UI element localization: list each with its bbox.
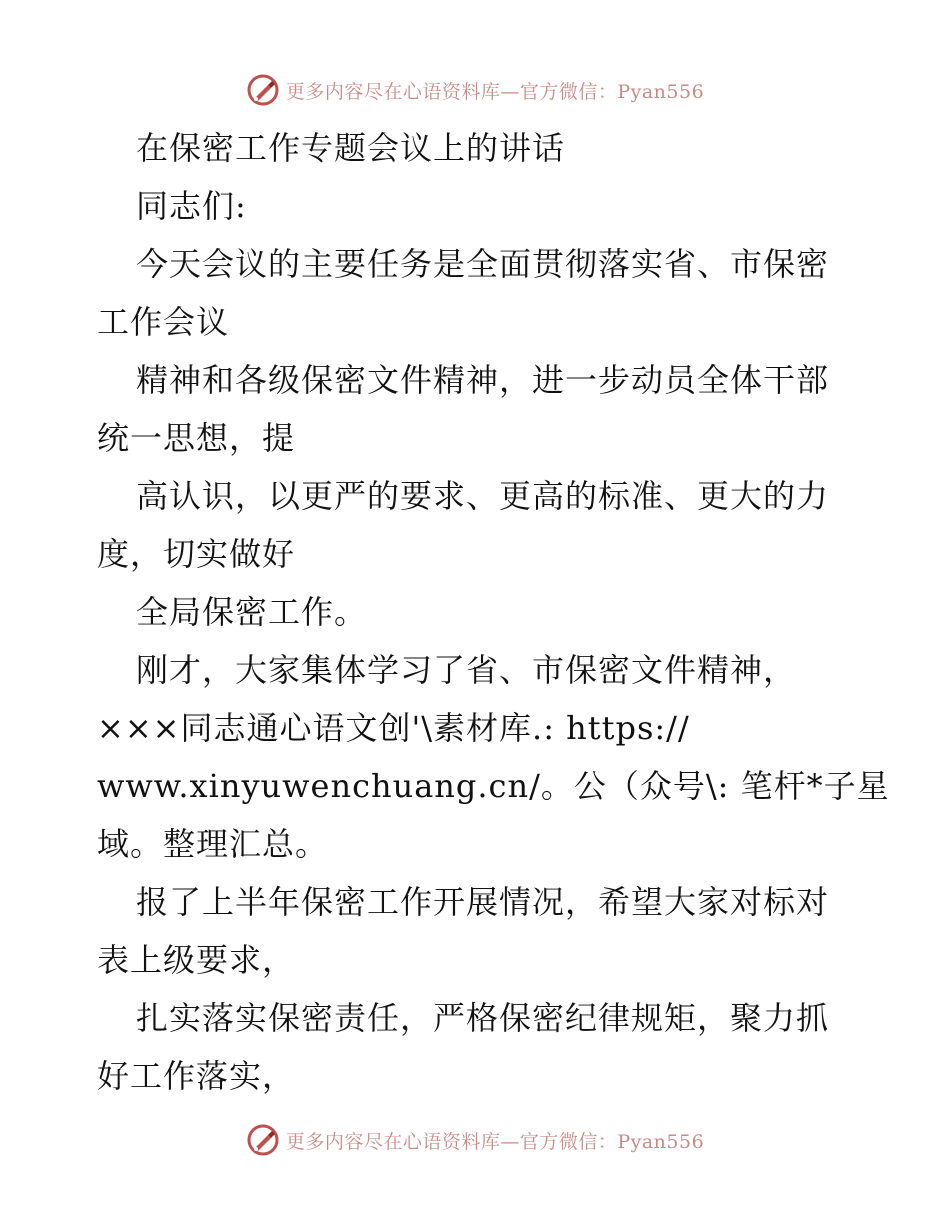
header-banner xyxy=(0,70,950,110)
paragraph-line: 刚才，大家集体学习了省、市保密文件精神， xyxy=(136,651,797,689)
paragraph-line: 今天会议的主要任务是全面贯彻落实省、市保密 xyxy=(136,245,830,283)
header-banner-text: 更多内容尽在心语资料库—官方微信：Pyan556 xyxy=(285,80,705,103)
footer-banner-text: 更多内容尽在心语资料库—官方微信：Pyan556 xyxy=(285,1130,705,1153)
paragraph-line: 精神和各级保密文件精神，进一步动员全体干部 xyxy=(136,361,830,399)
paragraph-line: 报了上半年保密工作开展情况，希望大家对标对 xyxy=(136,883,830,921)
paragraph-line: ×××同志通心语文创'\素材库.: https:// xyxy=(97,709,690,747)
document-title: 在保密工作专题会议上的讲话 xyxy=(136,129,566,167)
paragraph-line: 好工作落实， xyxy=(97,1057,296,1095)
pen-logo-icon xyxy=(246,1123,280,1157)
paragraph-line: 工作会议 xyxy=(97,303,230,341)
paragraph-line: www.xinyuwenchuang.cn/。公（众号\: 笔杆*子星 xyxy=(97,767,890,805)
salutation: 同志们: xyxy=(136,187,247,225)
paragraph-line: 高认识，以更严的要求、更高的标准、更大的力 xyxy=(136,477,830,515)
paragraph-line: 扎实落实保密责任，严格保密纪律规矩，聚力抓 xyxy=(136,999,830,1037)
pen-logo-icon xyxy=(246,73,280,107)
paragraph-line: 统一思想，提 xyxy=(97,419,296,457)
paragraph-line: 全局保密工作。 xyxy=(136,593,368,631)
footer-banner xyxy=(0,1120,950,1160)
paragraph-line: 域。整理汇总。 xyxy=(97,825,329,863)
paragraph-line: 度，切实做好 xyxy=(97,535,296,573)
paragraph-line: 表上级要求， xyxy=(97,941,296,979)
